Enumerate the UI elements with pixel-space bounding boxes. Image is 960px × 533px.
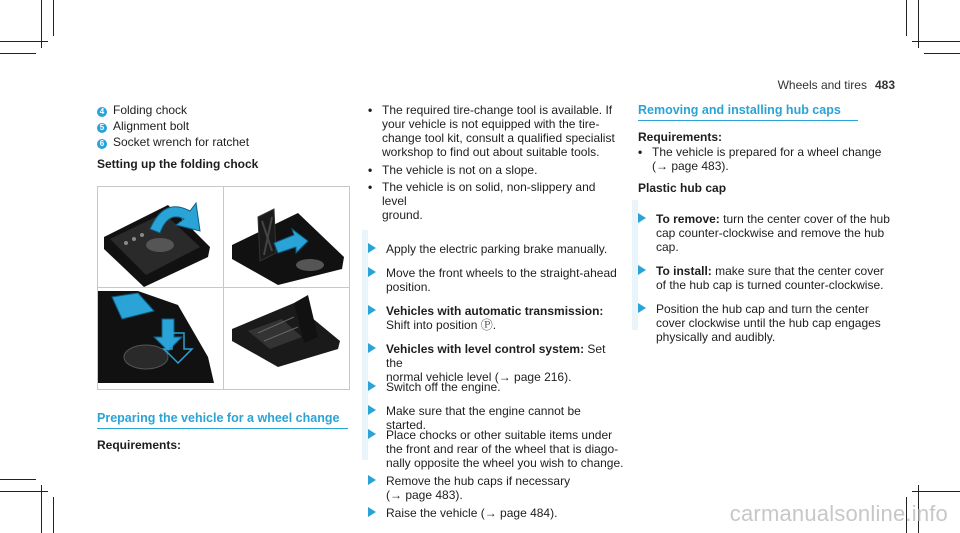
crop-mark-bl-v2 bbox=[53, 497, 54, 533]
instruction-step bbox=[368, 428, 624, 470]
step-arrow-icon bbox=[368, 381, 376, 391]
step-bold: To install: bbox=[656, 264, 712, 278]
step-arrow-icon bbox=[368, 267, 376, 277]
section-title-rule bbox=[97, 428, 348, 429]
folding-chock-illustration bbox=[97, 186, 350, 390]
setup-heading: Setting up the folding chock bbox=[97, 157, 259, 171]
step-arrow-icon bbox=[638, 213, 646, 223]
instruction-step bbox=[368, 506, 624, 520]
crop-mark-tl-v2 bbox=[53, 0, 54, 36]
step-bold: Vehicles with automatic transmission: bbox=[386, 304, 604, 318]
bullet-text: The required tire-change tool is available. If your vehicle is not equipped with the tire- change tool kit, consult a qualified specialist workshop to find out about suitable tools. bbox=[382, 103, 615, 159]
legend-text: Alignment bolt bbox=[113, 119, 190, 133]
instruction-step bbox=[368, 242, 624, 256]
legend-text: Socket wrench for ratchet bbox=[113, 135, 250, 149]
bullet-dot: • bbox=[638, 145, 643, 159]
requirements-label: Requirements: bbox=[638, 130, 723, 144]
chock-panel-assembled bbox=[232, 295, 340, 367]
legend-text: Folding chock bbox=[113, 103, 188, 117]
step-rest: make sure that the center cover of the hub cap is turned counter-clockwise. bbox=[656, 264, 884, 292]
legend-number-badge: 4 bbox=[97, 107, 107, 117]
step-arrow-icon bbox=[368, 343, 376, 353]
step-bold: Vehicles with level control system: bbox=[386, 342, 585, 356]
requirement-bullet bbox=[368, 103, 618, 161]
instruction-step bbox=[368, 304, 624, 332]
step-text: Make sure that the engine cannot be started. bbox=[386, 404, 581, 432]
instruction-step bbox=[368, 474, 624, 502]
chock-panel-closeup bbox=[98, 291, 214, 383]
crop-mark-bl-v bbox=[41, 485, 42, 533]
crop-mark-tr-v2 bbox=[906, 0, 907, 36]
step-rest: Set the normal vehicle level (→ page 216). bbox=[386, 342, 606, 384]
bullet-text: The vehicle is prepared for a wheel change (→ page 483). bbox=[652, 145, 882, 173]
step-text bbox=[656, 264, 884, 292]
step-rest: Shift into position Ⓟ. bbox=[386, 318, 497, 332]
instruction-step bbox=[368, 266, 624, 294]
instruction-step bbox=[638, 212, 894, 254]
instruction-step bbox=[368, 342, 624, 384]
legend-item bbox=[97, 119, 189, 133]
step-text: Raise the vehicle (→ page 484). bbox=[386, 506, 558, 520]
step-text: Position the hub cap and turn the center cover clockwise until the hub cap engages physically and audibly. bbox=[656, 302, 881, 344]
step-text bbox=[386, 304, 603, 332]
chock-panel-upright bbox=[232, 209, 344, 285]
legend-number-badge: 6 bbox=[97, 139, 107, 149]
crop-mark-tl-h2 bbox=[0, 53, 36, 54]
section-title-rule bbox=[638, 120, 858, 121]
section-title-preparing: Preparing the vehicle for a wheel change bbox=[97, 411, 340, 425]
instruction-step bbox=[638, 302, 894, 344]
step-text: Place chocks or other suitable items under the front and rear of the wheel that is diago- nally opposite the wheel you wish to change. bbox=[386, 428, 624, 470]
bullet-dot: • bbox=[368, 163, 373, 177]
step-bold: To remove: bbox=[656, 212, 720, 226]
requirement-bullet bbox=[638, 145, 888, 175]
instruction-step bbox=[638, 264, 894, 292]
step-text bbox=[386, 342, 624, 384]
legend-number-badge: 5 bbox=[97, 123, 107, 133]
step-arrow-icon bbox=[368, 429, 376, 439]
legend-item bbox=[97, 135, 249, 149]
instruction-step bbox=[368, 380, 624, 394]
requirements-label: Requirements: bbox=[97, 438, 182, 452]
plastic-hub-cap-heading: Plastic hub cap bbox=[638, 181, 727, 195]
bullet-text: The vehicle is on solid, non-slippery and level ground. bbox=[382, 180, 596, 222]
crop-mark-bl-h bbox=[0, 491, 48, 492]
crop-mark-tr-h bbox=[912, 41, 960, 42]
instruction-step bbox=[368, 404, 624, 432]
step-text bbox=[656, 212, 890, 254]
requirement-bullet bbox=[368, 180, 618, 222]
bullet-dot: • bbox=[368, 103, 373, 117]
section-title-hub-caps: Removing and installing hub caps bbox=[638, 103, 841, 117]
step-text: Move the front wheels to the straight-ahead position. bbox=[386, 266, 617, 294]
watermark: carmanualsonline.info bbox=[729, 501, 948, 526]
bullet-dot: • bbox=[368, 180, 373, 194]
step-arrow-icon bbox=[368, 475, 376, 485]
step-arrow-icon bbox=[638, 303, 646, 313]
crop-mark-tl-h bbox=[0, 41, 48, 42]
step-text: Remove the hub caps if necessary (→ page 483). bbox=[386, 474, 571, 502]
crop-mark-tr-h2 bbox=[924, 53, 960, 54]
chock-drawings bbox=[98, 187, 349, 389]
step-text: Apply the electric parking brake manually. bbox=[386, 242, 608, 256]
header-section: Wheels and tires bbox=[777, 78, 867, 92]
step-text: Switch off the engine. bbox=[386, 380, 501, 394]
requirement-bullet bbox=[368, 163, 618, 177]
step-arrow-icon bbox=[638, 265, 646, 275]
step-arrow-icon bbox=[368, 305, 376, 315]
page-number: 483 bbox=[874, 78, 895, 92]
chock-panel-fold bbox=[104, 203, 210, 287]
legend-item bbox=[97, 103, 187, 117]
crop-mark-bl-h2 bbox=[0, 479, 36, 480]
crop-mark-br-h bbox=[912, 491, 960, 492]
step-arrow-icon bbox=[368, 405, 376, 415]
step-arrow-icon bbox=[368, 507, 376, 517]
running-header bbox=[778, 78, 895, 92]
step-arrow-icon bbox=[368, 243, 376, 253]
step-rest: turn the center cover of the hub cap counter-clockwise and remove the hub cap. bbox=[656, 212, 890, 254]
bullet-text: The vehicle is not on a slope. bbox=[382, 163, 538, 177]
